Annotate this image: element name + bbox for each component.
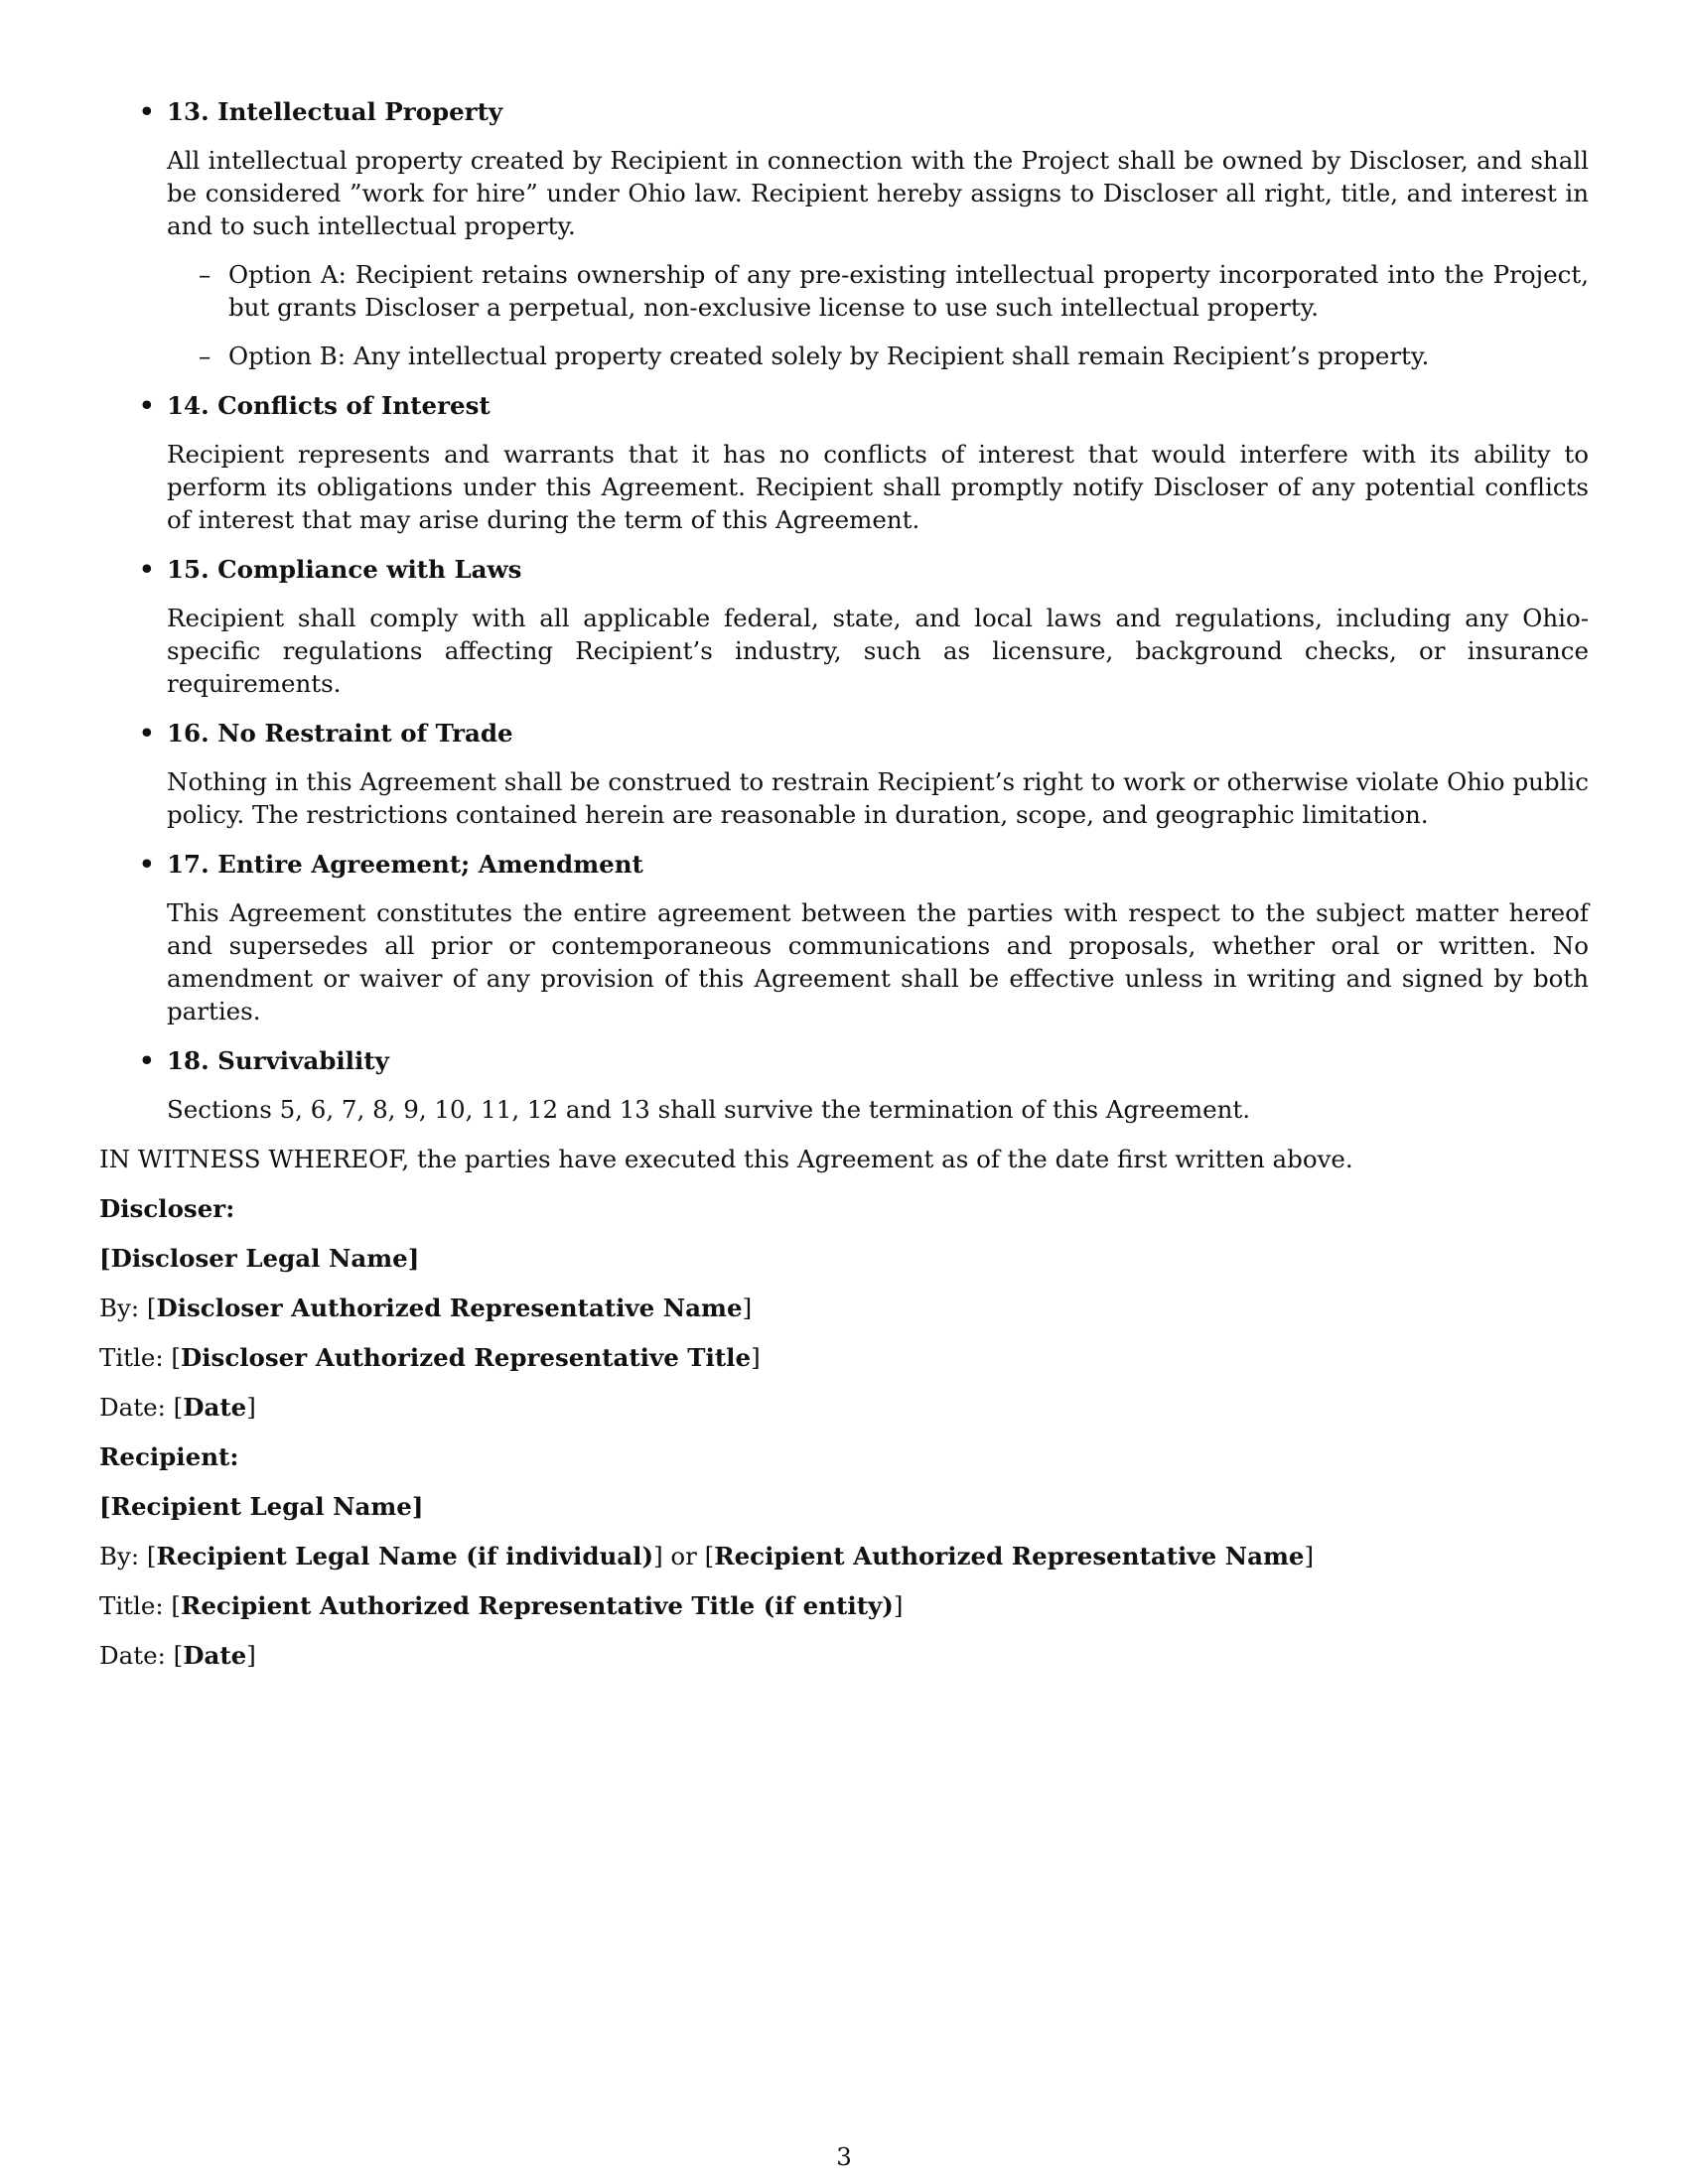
- discloser-representative-name: Discloser Authorized Representative Name: [156, 1294, 743, 1322]
- section-body: Sections 5, 6, 7, 8, 9, 10, 11, 12 and 13 shall survive the termination of this Agreement.: [167, 1095, 1251, 1124]
- bracket-open: [: [171, 1591, 181, 1620]
- date-label: Date:: [99, 1393, 174, 1422]
- bullet-icon: •: [139, 391, 155, 420]
- section-heading: 15. Compliance with Laws: [167, 555, 522, 584]
- discloser-legal-name: [Discloser Legal Name]: [99, 1244, 420, 1273]
- bracket-open: [: [171, 1343, 181, 1372]
- discloser-title-line: [99, 1341, 1589, 1374]
- bracket-open: [: [146, 1294, 157, 1322]
- section-16: [99, 717, 1589, 831]
- option-text: Option B: Any intellectual property created solely by Recipient shall remain Recipient’s property.: [228, 341, 1430, 370]
- section-body: Nothing in this Agreement shall be construed to restrain Recipient’s right to work or otherwise violate Ohio public policy. The restrictions contained herein are reasonable in duration, scope, and geographic limitation.: [167, 767, 1589, 829]
- title-label: Title:: [99, 1591, 172, 1620]
- bullet-icon: •: [139, 555, 155, 584]
- dash-icon: –: [199, 341, 211, 370]
- discloser-date-line: [99, 1391, 1589, 1424]
- bracket-close: ]: [246, 1641, 256, 1670]
- bracket-close: ]: [742, 1294, 753, 1322]
- bracket-open: [: [146, 1542, 157, 1570]
- section-heading: 13. Intellectual Property: [167, 97, 503, 126]
- date-label: Date:: [99, 1641, 174, 1670]
- section-body: All intellectual property created by Recipient in connection with the Project shall be owned by Discloser, and shall be considered ”work for hire” under Ohio law. Recipient hereby assigns to Discloser all right, title, and interest in and to such intellectual property.: [167, 146, 1589, 240]
- recipient-title-line: [99, 1589, 1589, 1622]
- bullet-icon: •: [139, 719, 155, 748]
- discloser-label: Discloser:: [99, 1194, 235, 1223]
- discloser-by-line: [99, 1292, 1589, 1324]
- recipient-representative-title: Recipient Authorized Representative Title (if entity): [180, 1591, 894, 1620]
- recipient-representative-name: Recipient Authorized Representative Name: [714, 1542, 1305, 1570]
- section-14: [99, 389, 1589, 536]
- option-item: [167, 258, 1589, 324]
- discloser-date: Date: [183, 1393, 247, 1422]
- page-number: 3: [836, 2142, 852, 2171]
- recipient-date-line: [99, 1639, 1589, 1672]
- section-18: [99, 1044, 1589, 1126]
- section-heading: 18. Survivability: [167, 1046, 389, 1075]
- bracket-close: ]: [751, 1343, 761, 1372]
- section-heading: 14. Conflicts of Interest: [167, 391, 491, 420]
- section-15: [99, 553, 1589, 700]
- by-label: By:: [99, 1542, 147, 1570]
- by-label: By:: [99, 1294, 147, 1322]
- dash-icon: –: [199, 260, 211, 289]
- bracket-open: [: [173, 1641, 184, 1670]
- or-separator: ] or [: [653, 1542, 715, 1570]
- option-list: [167, 258, 1589, 372]
- recipient-individual-name: Recipient Legal Name (if individual): [156, 1542, 654, 1570]
- section-17: [99, 848, 1589, 1027]
- recipient-label: Recipient:: [99, 1442, 239, 1471]
- document-page: [99, 95, 1589, 1689]
- section-body: Recipient represents and warrants that it has no conflicts of interest that would interfere with its ability to perform its obligations under this Agreement. Recipient shall promptly notify Discloser of any potential conflicts of interest that may arise during the term of this Agreement.: [167, 440, 1589, 534]
- option-text: Option A: Recipient retains ownership of any pre-existing intellectual property incorporated into the Project, but grants Discloser a perpetual, non-exclusive license to use such intellectual property.: [228, 260, 1589, 322]
- bullet-icon: •: [139, 850, 155, 879]
- title-label: Title:: [99, 1343, 172, 1372]
- bracket-close: ]: [246, 1393, 256, 1422]
- section-body: This Agreement constitutes the entire agreement between the parties with respect to the subject matter hereof and supersedes all prior or contemporaneous communications and proposals, whether oral or written. No amendment or waiver of any provision of this Agreement shall be effective unless in writing and signed by both parties.: [167, 898, 1589, 1025]
- section-13: [99, 95, 1589, 372]
- bracket-close: ]: [893, 1591, 904, 1620]
- bullet-icon: •: [139, 1046, 155, 1075]
- discloser-representative-title: Discloser Authorized Representative Title: [180, 1343, 752, 1372]
- section-heading: 16. No Restraint of Trade: [167, 719, 513, 748]
- section-body: Recipient shall comply with all applicable federal, state, and local laws and regulations, including any Ohio-specific regulations affecting Recipient’s industry, such as licensure, background checks, or insurance requirements.: [167, 604, 1589, 698]
- option-item: [167, 340, 1589, 372]
- recipient-date: Date: [183, 1641, 247, 1670]
- bullet-icon: •: [139, 97, 155, 126]
- bracket-open: [: [173, 1393, 184, 1422]
- recipient-legal-name: [Recipient Legal Name]: [99, 1492, 424, 1521]
- recipient-by-line: [99, 1540, 1589, 1572]
- section-heading: 17. Entire Agreement; Amendment: [167, 850, 643, 879]
- witness-statement: IN WITNESS WHEREOF, the parties have executed this Agreement as of the date first written above.: [99, 1145, 1353, 1173]
- bracket-close: ]: [1304, 1542, 1315, 1570]
